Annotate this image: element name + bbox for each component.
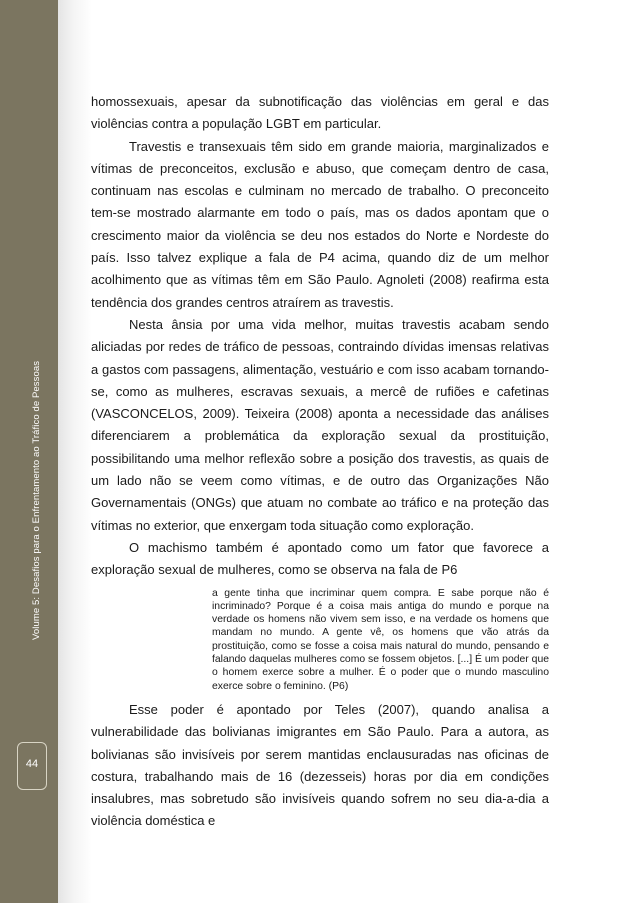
paragraph-continuation: homossexuais, apesar da subnotificação das violências em geral e das violências contra a população LGBT em particular.: [91, 94, 549, 132]
paragraph-closing: Esse poder é apontado por Teles (2007), quando analisa a vulnerabilidade das bolivianas imigrantes em São Paulo. Para a autora, as bolivianas são invisíveis por serem mantidas enclausuradas nas oficinas de costura, trabalhando mais de 16 (dezesseis) horas por dia em condições insalubres, mas sobretudo são invisíveis quando sofrem no seu dia-a-dia a violência doméstica e: [91, 701, 549, 829]
sidebar: [0, 0, 58, 903]
paragraph-aliciamento: Nesta ânsia por uma vida melhor, muitas travestis acabam sendo aliciadas por redes de tráfico de pessoas, contraindo dívidas imensas relativas a gastos com passagens, alimentação, vestuário e com isso acabam tornando-se, como as mulheres, escravas sexuais, a mercê de rufiões e cafetinas (VASCONCELOS, 2009). Teixeira (2008) aponta a necessidade das análises diferenciarem a problemática da exploração sexual da prostituição, possibilitando uma melhor reflexão sobre a posição dos travestis, as quais de um lado não se veem como vítimas, e de outro das Organizações Não Governamentais (ONGs) que atuam no combate ao tráfico e na proteção das vítimas no exterior, que enxergam toda situação como exploração.: [91, 316, 549, 533]
paragraph-machismo: O machismo também é apontado como um fator que favorece a exploração sexual de mulheres, como se observa na fala de P6: [91, 539, 549, 578]
document-body: [91, 91, 549, 833]
volume-title: Volume 5: Desafios para o Enfrentamento ao Tráfico de Pessoas: [31, 360, 42, 640]
block-quote: a gente tinha que incriminar quem compra. E sabe porque não é incriminado? Porque é a coisa mais antiga do mundo e porque na verdade os homens não vivem sem isso, e na verdade os homens que mandam no mundo. A gente vê, os homens que vão atrás da prostituição, como se fosse a coisa mais natural do mundo, pensando e falando daquelas mulheres como se fossem objetos. [...] É um poder que o homem exerce sobre a mulher. É o poder que o mundo masculino exerce sobre o feminino. (P6): [212, 587, 549, 692]
page-number-badge: [17, 742, 47, 790]
paragraph-travestis: Travestis e transexuais têm sido em grande maioria, marginalizados e vítimas de preconceitos, exclusão e abuso, que começam dentro de casa, continuam nas escolas e culminam no mercado de trabalho. O preconceito tem-se mostrado alarmante em todo o país, mas os dados apontam que o crescimento maior da violência se deu nos estados do Norte e Nordeste do país. Isso talvez explique a fala de P4 acima, quando diz de um melhor acolhimento que as vítimas têm em São Paulo. Agnoleti (2008) reafirma esta tendência dos grandes centros atraírem as travestis.: [91, 138, 549, 310]
volume-title-container: [21, 330, 41, 650]
page-fold-shadow: [58, 0, 92, 903]
page-number: 44: [25, 758, 39, 770]
